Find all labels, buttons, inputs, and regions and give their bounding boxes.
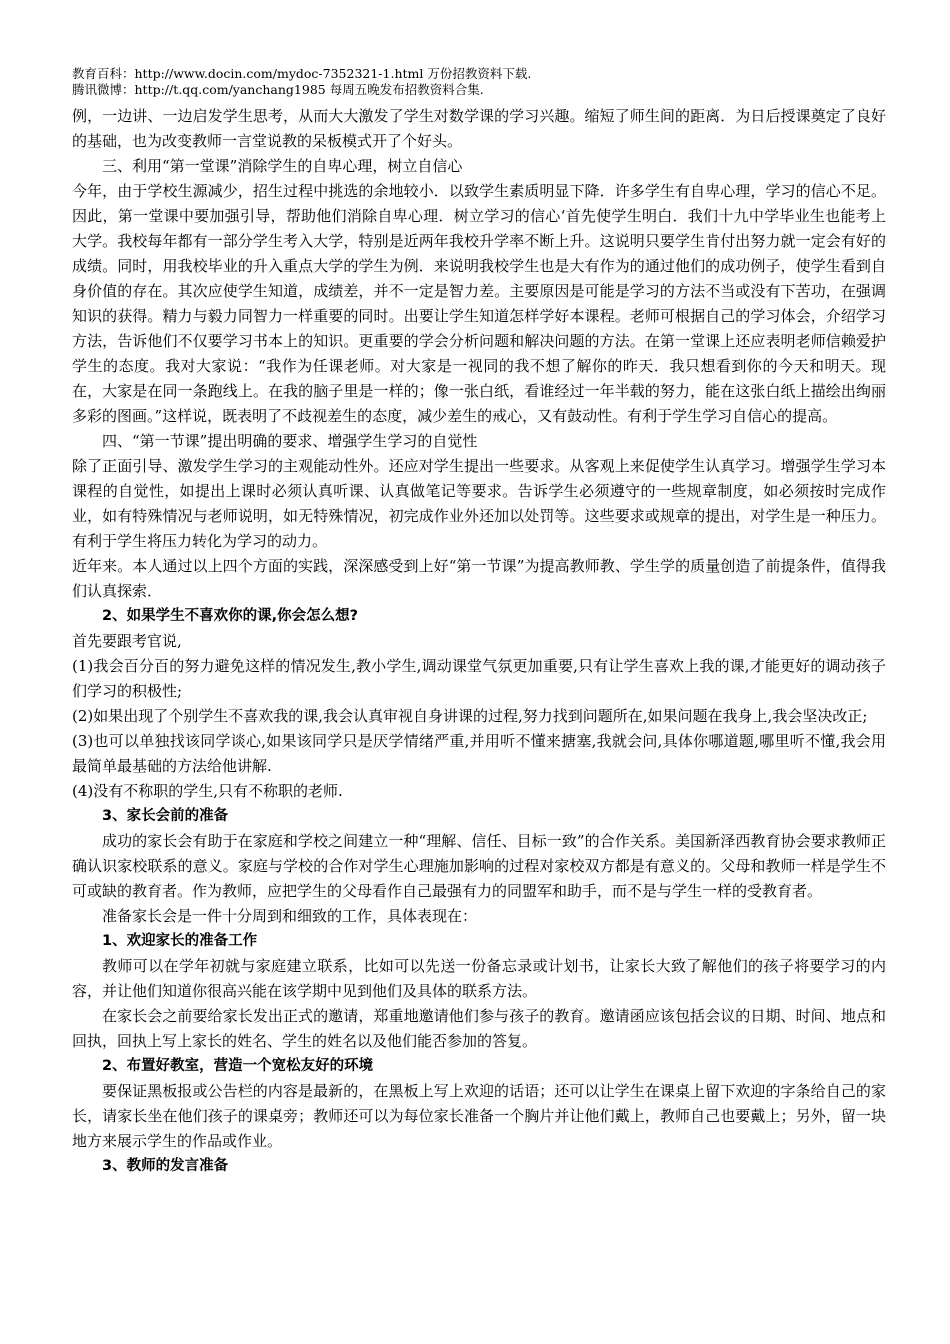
paragraph: 例，一边讲、一边启发学生思考，从而大大激发了学生对数学课的学习兴趣。缩短了师生间的距离．为日后授课奠定了良好的基础，也为改变教师一言堂说教的呆板模式开了个好头。 — [72, 107, 886, 150]
paragraph: 教师可以在学年初就与家庭建立联系，比如可以先送一份备忘录或计划书，让家长大致了解他们的孩子将要学习的内容，并让他们知道你很高兴能在该学期中见到他们及具体的联系方法。 — [72, 957, 886, 1000]
paragraph: (1)我会百分百的努力避免这样的情况发生,教小学生,调动课堂气氛更加重要,只有让学生喜欢上我的课,才能更好的调动孩子们学习的积极性; — [72, 657, 886, 700]
paragraph: (2)如果出现了个别学生不喜欢我的课,我会认真审视自身讲课的过程,努力找到问题所在,如果问题在我身上,我会坚决改正; — [72, 707, 868, 725]
paragraph: 在家长会之前要给家长发出正式的邀请，郑重地邀请他们参与孩子的教育。邀请函应该包括会议的日期、时间、地点和回执，回执上写上家长的姓名、学生的姓名以及他们能否参加的答复。 — [72, 1007, 886, 1050]
paragraph: 三、利用“第一堂课”消除学生的自卑心理，树立自信心 — [102, 157, 463, 175]
section-heading: 3、教师的发言准备 — [102, 1158, 229, 1174]
paragraph: 准备家长会是一件十分周到和细致的工作，具体表现在： — [102, 907, 478, 925]
section-heading: 2、布置好教室，营造一个宽松友好的环境 — [102, 1058, 374, 1074]
paragraph: 四、“第一节课”提出明确的要求、增强学生学习的自觉性 — [102, 432, 478, 450]
paragraph: 今年，由于学校生源减少，招生过程中挑选的余地较小．以致学生素质明显下降．许多学生有自卑心理，学习的信心不足。因此，第一堂课中要加强引导，帮助他们消除自卑心理．树立学习的信心‘首先使学生明白．我们十九中学毕业生也能考上大学。我校每年都有一部分学生考入大学，特别是近两年我校升学率不断上升。这说明只要学生肯付出努力就一定会有好的成绩。同时，用我校毕业的升入重点大学的学生为例．来说明我校学生也是大有作为的通过他们的成功例子，使学生看到自身价值的存在。其次应使学生知道，成绩差，并不一定是智力差。主要原因是可能是学习的方法不当或没有下苦功，在强调知识的获得。精力与毅力同智力一样重要的同时。出要让学生知道怎样学好本课程。老师可根据自己的学习体会，介绍学习方法，告诉他们不仅要学习书本上的知识。更重要的学会分析问题和解决问题的方法。在第一堂课上还应表明老师信赖爱护学生的态度。我对大家说：“我作为任课老师。对大家是一视同的我不想了解你的昨天．我只想看到你的今天和明天。现在，大家是在同一条跑线上。在我的脑子里是一样的；像一张白纸，看谁经过一年半载的努力，能在这张白纸上描绘出绚丽多彩的图画。”这样说，既表明了不歧视差生的态度，减少差生的戒心，又有鼓动性。有利于学生学习自信心的提高。 — [72, 182, 886, 425]
section-heading: 1、欢迎家长的准备工作 — [102, 933, 258, 949]
header-line-2: 腾讯微博：http://t.qq.com/yanchang1985 每周五晚发布招教资料合集. — [72, 82, 484, 97]
paragraph: 近年来。本人通过以上四个方面的实践，深深感受到上好“第一节课”为提高教师教、学生学的质量创造了前提条件，值得我们认真探索． — [72, 557, 886, 600]
paragraph: (3)也可以单独找该同学谈心,如果该同学只是厌学情绪严重,并用听不懂来搪塞,我就会问,具体你哪道题,哪里听不懂,我会用最简单最基础的方法给他讲解. — [72, 732, 886, 775]
header-line-1: 教育百科：http://www.docin.com/mydoc-7352321-1.html 万份招教资料下载. — [72, 66, 532, 81]
paragraph: 要保证黑板报或公告栏的内容是最新的，在黑板上写上欢迎的话语；还可以让学生在课桌上留下欢迎的字条给自己的家长，请家长坐在他们孩子的课桌旁；教师还可以为每位家长准备一个胸片并让他们戴上，教师自己也要戴上；另外，留一块地方来展示学生的作品或作业。 — [72, 1082, 886, 1150]
paragraph: 成功的家长会有助于在家庭和学校之间建立一种“理解、信任、目标一致”的合作关系。美国新泽西教育协会要求教师正确认识家校联系的意义。家庭与学校的合作对学生心理施加影响的过程对家校双方都是有意义的。父母和教师一样是学生不可或缺的教育者。作为教师，应把学生的父母看作自己最强有力的同盟军和助手，而不是与学生一样的受教育者。 — [72, 832, 886, 900]
page-header — [72, 66, 886, 98]
document-body — [72, 104, 886, 1179]
paragraph: (4)没有不称职的学生,只有不称职的老师. — [72, 782, 343, 800]
paragraph: 除了正面引导、激发学生学习的主观能动性外。还应对学生提出一些要求。从客观上来促使学生认真学习。增强学生学习本课程的自觉性，如提出上课时必须认真听课、认真做笔记等要求。告诉学生必须遵守的一些规章制度，如必须按时完成作业，如有特殊情况与老师说明，如无特殊情况，初完成作业外还加以处罚等。这些要求或规章的提出，对学生是一种压力。有利于学生将压力转化为学习的动力。 — [72, 457, 886, 550]
section-heading: 2、如果学生不喜欢你的课,你会怎么想? — [102, 608, 359, 624]
paragraph: 首先要跟考官说, — [72, 632, 182, 650]
section-heading: 3、家长会前的准备 — [102, 808, 229, 824]
document-page — [72, 66, 886, 1179]
